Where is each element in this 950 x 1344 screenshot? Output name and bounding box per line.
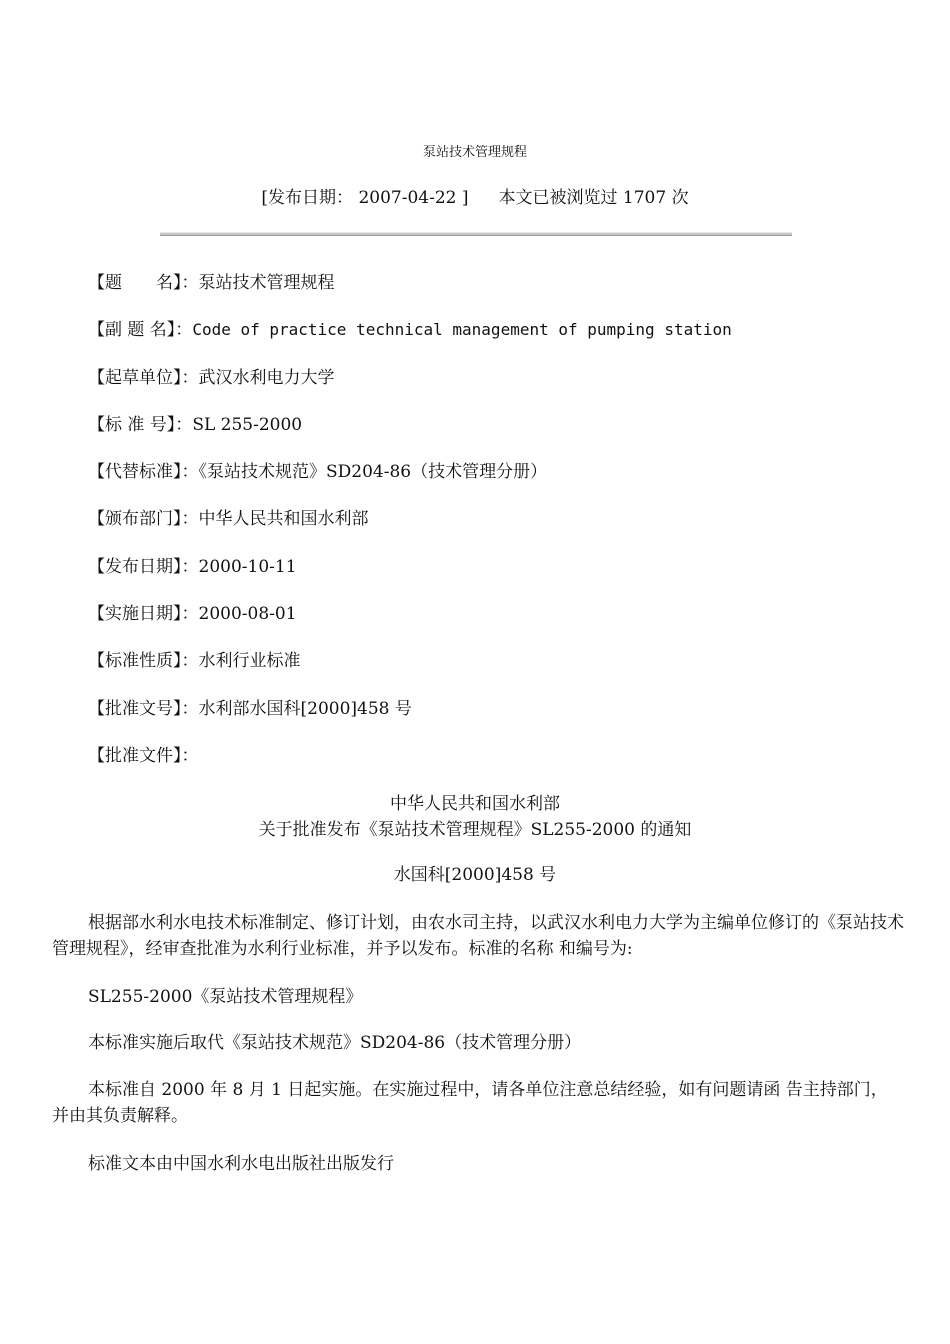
field-subtitle xyxy=(88,317,908,364)
field-issuer xyxy=(88,506,908,553)
notice-paragraph: 根据部水利水电技术标准制定、修订计划，由农水司主持，以武汉水利电力大学为主编单位修订的《泵站技术管理规程》，经审查批准为水利行业标准，并予以发布。标准的名称 和编号为: xyxy=(52,913,904,959)
field-approval-document xyxy=(88,743,908,790)
publish-date: 2007-04-22 xyxy=(358,188,457,208)
field-approval-number xyxy=(88,696,908,743)
field-value: SL 255-2000 xyxy=(192,414,303,435)
header-divider xyxy=(160,232,792,236)
standard-fields xyxy=(88,270,908,790)
page-title: 泵站技术管理规程 xyxy=(422,145,527,160)
field-value: 武汉水利电力大学 xyxy=(198,367,335,388)
field-title xyxy=(88,270,908,317)
field-label: 【批准文号】： xyxy=(88,698,199,719)
field-effective-date xyxy=(88,601,908,648)
publish-date-label: [发布日期： xyxy=(261,188,354,208)
view-count-suffix: 次 xyxy=(671,188,689,208)
notice-title: 关于批准发布《泵站技术管理规程》SL255-2000 的通知 xyxy=(258,820,692,840)
field-value: 中华人民共和国水利部 xyxy=(198,509,369,530)
field-label: 【起草单位】： xyxy=(88,367,199,388)
field-value: 2000-08-01 xyxy=(198,604,297,625)
field-value: Code of practice technical management of pumping station xyxy=(192,320,732,340)
notice-org: 中华人民共和国水利部 xyxy=(390,794,560,814)
field-value: 2000-10-11 xyxy=(198,556,297,577)
field-nature xyxy=(88,648,908,695)
field-label: 【标 准 号】： xyxy=(88,414,193,435)
notice-paragraph: 本标准实施后取代《泵站技术规范》SD204-86（技术管理分册） xyxy=(88,1033,582,1053)
publish-meta xyxy=(0,186,950,210)
field-value: 《泵站技术规范》SD204-86（技术管理分册） xyxy=(198,462,548,483)
field-replaces xyxy=(88,459,908,506)
notice-doc-number: 水国科[2000]458 号 xyxy=(393,865,557,885)
notice-paragraph: 标准文本由中国水利水电出版社出版发行 xyxy=(88,1154,394,1174)
notice-paragraph: 本标准自 2000 年 8 月 1 日起实施。在实施过程中，请各单位注意总结经验，如有问题请函 告主持部门，并由其负责解释。 xyxy=(52,1080,888,1126)
field-value: 水利行业标准 xyxy=(198,651,301,672)
notice-paragraph: SL255-2000《泵站技术管理规程》 xyxy=(88,987,363,1007)
field-label: 【批准文件】： xyxy=(88,745,199,766)
field-label: 【副 题 名】： xyxy=(88,320,193,341)
field-label: 【发布日期】： xyxy=(88,556,199,577)
field-label: 【实施日期】： xyxy=(88,604,199,625)
view-count: 1707 xyxy=(622,188,667,208)
field-value: 泵站技术管理规程 xyxy=(198,273,335,293)
field-label: 【颁布部门】： xyxy=(88,509,199,530)
field-drafter xyxy=(88,365,908,412)
publish-date-close: ] xyxy=(461,188,469,208)
field-label: 【标准性质】： xyxy=(88,651,199,672)
field-standard-number xyxy=(88,412,908,459)
field-value: 水利部水国科[2000]458 号 xyxy=(198,698,412,719)
field-label: 【题 名】： xyxy=(88,273,199,293)
view-count-prefix: 本文已被浏览过 xyxy=(498,188,618,208)
field-label: 【代替标准】： xyxy=(88,462,199,483)
field-release-date xyxy=(88,554,908,601)
